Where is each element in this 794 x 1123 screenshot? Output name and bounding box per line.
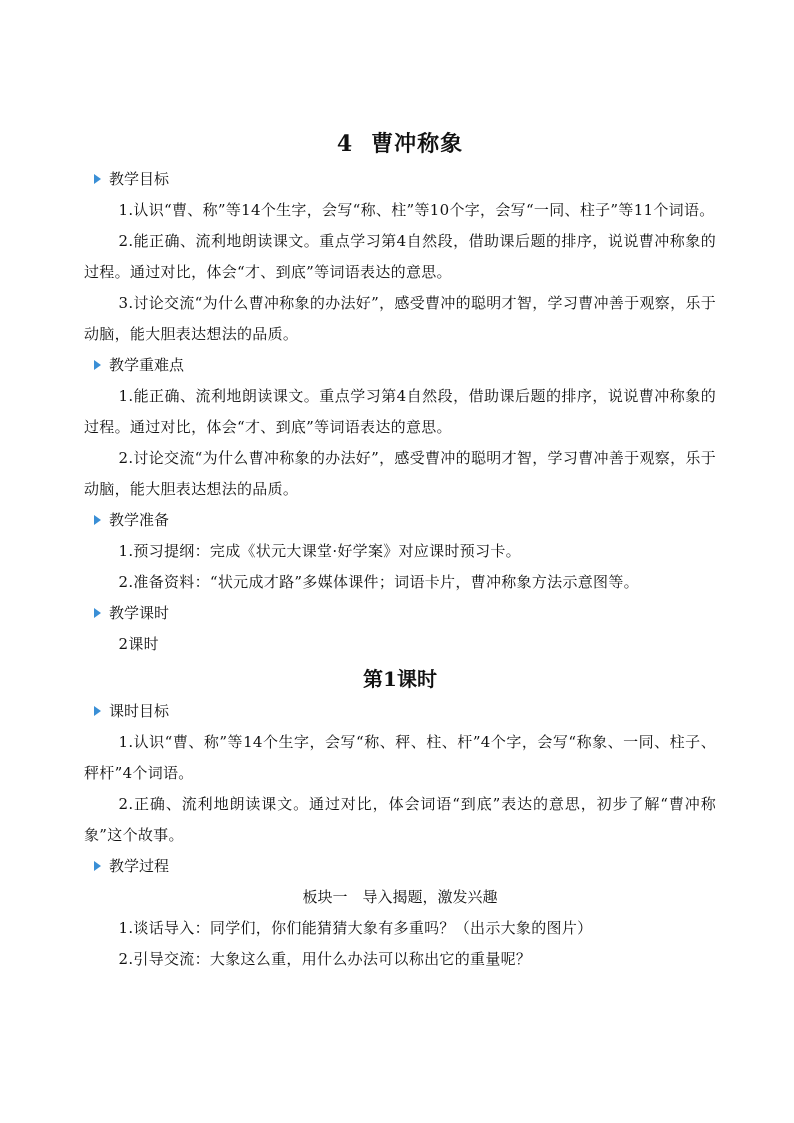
section-heading-preparation: 教学准备: [84, 505, 716, 536]
process-item-1: 1.谈话导入：同学们，你们能猜猜大象有多重吗？（出示大象的图片）: [118, 919, 593, 937]
goal-item-3: 3.讨论交流“为什么曹冲称象的办法好”，感受曹冲的聪明才智，学习曹冲善于观察，乐于动脑，能大胆表达想法的品质。: [84, 294, 716, 343]
hours-value: 2课时: [118, 635, 159, 653]
key-point-item-1: 1.能正确、流利地朗读课文。重点学习第4自然段，借助课后题的排序，说说曹冲称象的过程。通过对比，体会“才、到底”等词语表达的意思。: [84, 387, 716, 436]
process-item-2: 2.引导交流：大象这么重，用什么办法可以称出它的重量呢？: [118, 950, 532, 968]
triangle-bullet-icon: [94, 515, 101, 525]
lesson-number: 4: [336, 131, 354, 157]
document-page: [84, 128, 716, 975]
section-heading-lesson-goals: 课时目标: [84, 696, 716, 727]
triangle-bullet-icon: [94, 360, 101, 370]
lesson1-title: 第1课时: [363, 667, 437, 691]
triangle-bullet-icon: [94, 706, 101, 716]
lesson-title: 曹冲称象: [371, 131, 464, 157]
preparation-item-1: 1.预习提纲：完成《状元大课堂·好学案》对应课时预习卡。: [118, 542, 521, 560]
triangle-bullet-icon: [94, 174, 101, 184]
block-title: 板块一 导入揭题，激发兴趣: [302, 888, 498, 906]
triangle-bullet-icon: [94, 608, 101, 618]
triangle-bullet-icon: [94, 861, 101, 871]
section-heading-process: 教学过程: [84, 851, 716, 882]
goal-item-1: 1.认识“曹、称”等14个生字，会写“称、柱”等10个字，会写“一同、柱子”等11个词语。: [118, 201, 715, 219]
page-title: [84, 128, 716, 160]
goal-item-2: 2.能正确、流利地朗读课文。重点学习第4自然段，借助课后题的排序，说说曹冲称象的过程。通过对比，体会“才、到底”等词语表达的意思。: [84, 232, 716, 281]
lesson-goal-item-1: 1.认识“曹、称”等14个生字，会写“称、秤、柱、杆”4个字，会写“称象、一同、柱子、秤杆”4个词语。: [84, 733, 716, 782]
preparation-item-2: 2.准备资料：“状元成才路”多媒体课件；词语卡片，曹冲称象方法示意图等。: [118, 573, 639, 591]
lesson-goal-item-2: 2.正确、流利地朗读课文。通过对比，体会词语“到底”表达的意思，初步了解“曹冲称象”这个故事。: [84, 795, 716, 844]
key-point-item-2: 2.讨论交流“为什么曹冲称象的办法好”，感受曹冲的聪明才智，学习曹冲善于观察，乐于动脑，能大胆表达想法的品质。: [84, 449, 716, 498]
section-heading-hours: 教学课时: [84, 598, 716, 629]
section-heading-goals: 教学目标: [84, 164, 716, 195]
section-heading-key-points: 教学重难点: [84, 350, 716, 381]
